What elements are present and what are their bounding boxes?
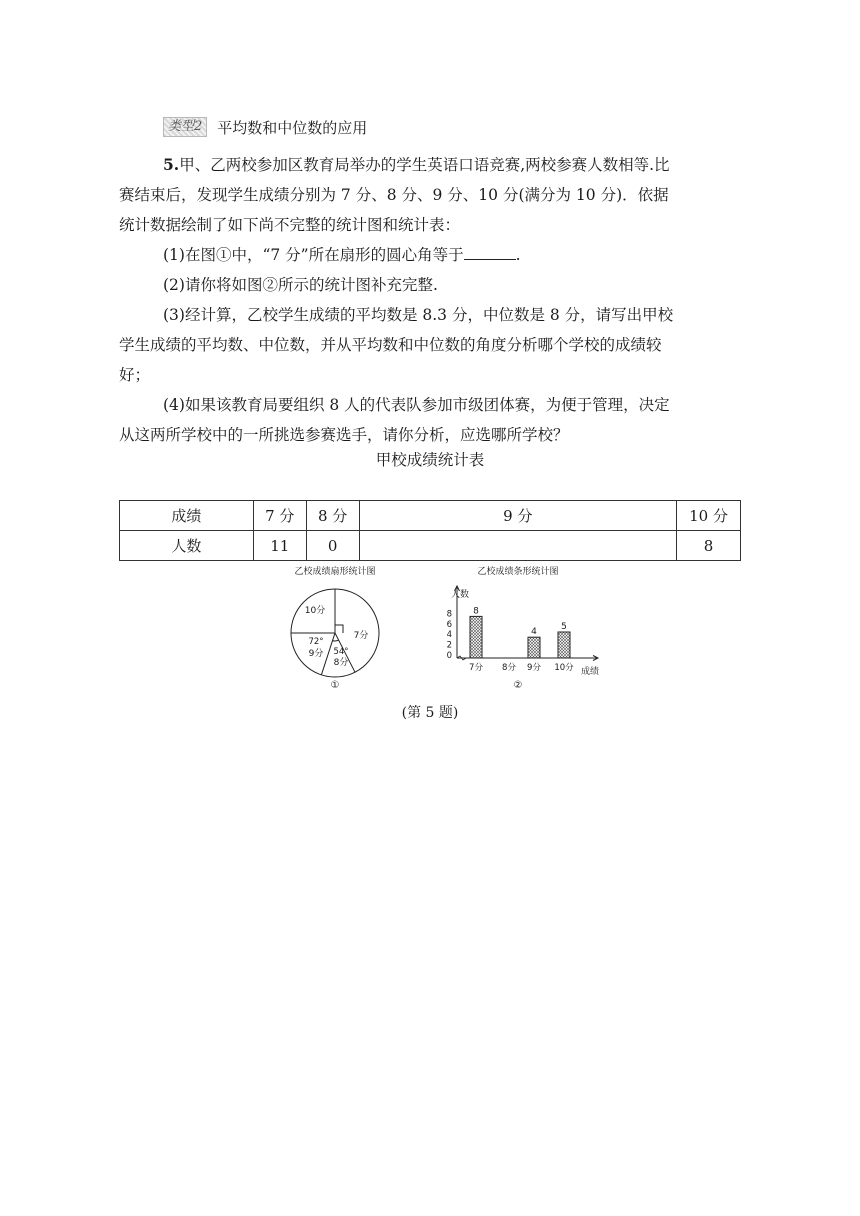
intro-line-3: 统计数据绘制了如下尚不完整的统计图和统计表：: [119, 216, 461, 234]
answer-blank[interactable]: [464, 245, 516, 260]
right-angle-mark: [335, 625, 343, 633]
bar-marks: [469, 606, 574, 673]
section-heading: [163, 116, 367, 138]
table-header-cell: 成绩: [120, 501, 254, 531]
question-number: 5.: [163, 155, 180, 174]
table-header-row: [120, 501, 741, 531]
figure-caption: (第 5 题): [401, 705, 459, 721]
table-cell: 0: [306, 531, 359, 561]
x-tick-label: 7分: [469, 663, 483, 673]
table-header-cell: 8 分: [306, 501, 359, 531]
bar-title: 乙校成绩条形统计图: [477, 567, 559, 577]
y-axis-label: 人数: [450, 590, 470, 600]
y-tick-label: 8: [446, 609, 452, 620]
bar: [558, 632, 570, 658]
bar-value-label: 4: [531, 627, 537, 638]
part-1-period: .: [515, 246, 521, 264]
school-a-score-table: [119, 500, 741, 561]
bar-chart-figure: [430, 562, 610, 692]
part-1: [119, 240, 741, 270]
x-tick-label: 8分: [502, 663, 516, 673]
intro-text-1: 甲、乙两校参加区教育局举办的学生英语口语竞赛,两校参赛人数相等.比: [179, 156, 670, 174]
section-type-badge: 类型2: [163, 117, 207, 137]
bar-value-label: 8: [473, 606, 479, 617]
part-2: (2)请你将如图②所示的统计图补充完整.: [163, 276, 438, 294]
intro-line-1: [119, 150, 741, 180]
pie-label-9: 9分: [308, 649, 324, 659]
y-tick-label: 6: [446, 619, 452, 630]
y-tick-label: 0: [446, 651, 452, 661]
table-header-cell: 10 分: [677, 501, 741, 531]
pie-angle-8: 54°: [333, 647, 349, 657]
part-1-text: (1)在图①中，“7 分”所在扇形的圆心角等于: [163, 246, 464, 264]
part-4-line-1: (4)如果该教育局要组织 8 人的代表队参加市级团体赛，为便于管理，决定: [163, 396, 670, 414]
part-4-line-2: 从这两所学校中的一所挑选参赛选手，请你分析，应选哪所学校？: [119, 426, 569, 444]
table-header-cell: 9 分: [359, 501, 676, 531]
part-3-line-1: (3)经计算，乙校学生成绩的平均数是 8.3 分，中位数是 8 分，请写出甲校: [163, 306, 674, 324]
part-3-line-2: 学生成绩的平均数、中位数，并从平均数和中位数的角度分析哪个学校的成绩较: [119, 336, 662, 354]
question-intro: [119, 150, 741, 450]
figure-mark-1: ①: [330, 680, 340, 691]
section-title: 平均数和中位数的应用: [217, 118, 368, 137]
table-cell: 8: [677, 531, 741, 561]
table-cell: 11: [253, 531, 306, 561]
y-tick-label: 2: [446, 640, 452, 651]
y-tick-label: 4: [446, 630, 452, 641]
pie-label-7: 7分: [353, 631, 369, 641]
bar-axes: [447, 586, 598, 661]
pie-label-8: 8分: [333, 658, 349, 668]
bar: [528, 637, 540, 658]
pie-angle-9: 72°: [308, 637, 324, 647]
bar-value-label: 5: [561, 622, 567, 632]
part-3-line-3: 好；: [119, 366, 151, 384]
table-caption: 甲校成绩统计表: [375, 451, 485, 469]
x-axis-label: 成绩: [580, 667, 600, 677]
pie-title: 乙校成绩扇形统计图: [294, 567, 376, 577]
table-row: [120, 531, 741, 561]
intro-line-2: 赛结束后，发现学生成绩分别为 7 分、8 分、9 分、10 分(满分为 10 分)．依据: [119, 186, 669, 204]
figure-mark-2: ②: [513, 680, 523, 691]
angle-arc: [333, 640, 339, 641]
x-tick-label: 9分: [527, 663, 541, 673]
table-header-cell: 7 分: [253, 501, 306, 531]
bar: [470, 616, 482, 658]
pie-chart-figure: [280, 562, 390, 692]
x-tick-label: 10分: [554, 663, 574, 673]
pie-label-10: 10分: [304, 606, 326, 616]
table-cell-blank[interactable]: [359, 531, 676, 561]
table-cell: 人数: [120, 531, 254, 561]
